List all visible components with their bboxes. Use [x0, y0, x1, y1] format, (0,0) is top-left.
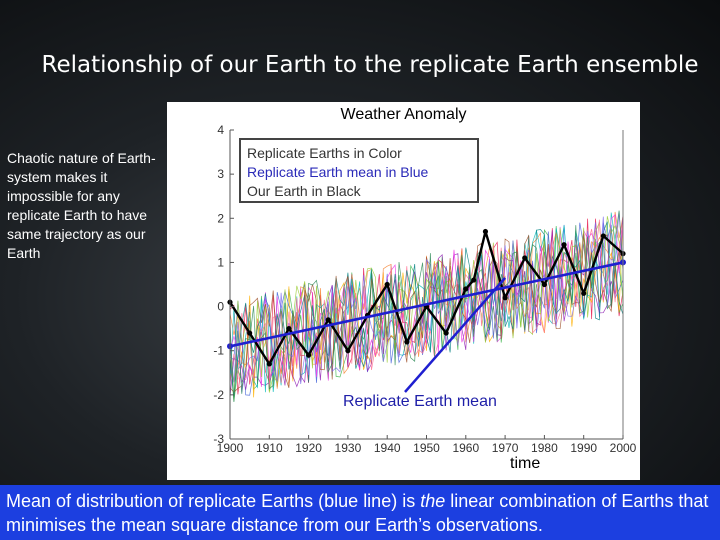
- x-tick-label: 1910: [255, 441, 283, 455]
- footer-caption: [0, 485, 720, 540]
- x-tick-label: 1990: [570, 441, 598, 455]
- legend-entry-mean: Replicate Earth mean in Blue: [247, 164, 429, 180]
- our-earth-point: [385, 282, 390, 287]
- y-tick-label: -1: [213, 343, 224, 358]
- x-tick-label: 1940: [373, 441, 401, 455]
- our-earth-point: [345, 348, 350, 353]
- our-earth-point: [326, 317, 331, 322]
- y-tick-label: -2: [213, 387, 224, 402]
- y-tick-label: -3: [213, 432, 224, 446]
- y-tick-label: 3: [217, 167, 224, 182]
- chart-legend: [239, 138, 479, 203]
- our-earth-point: [404, 339, 409, 344]
- legend-entry-replicates: Replicate Earths in Color: [247, 145, 402, 161]
- our-earth-point: [542, 282, 547, 287]
- x-tick-label: 1970: [491, 441, 519, 455]
- footer-text-start: Mean of distribution of replicate Earths (blue line) is: [6, 491, 421, 511]
- our-earth-point: [471, 277, 476, 282]
- x-axis-label: time: [510, 455, 541, 472]
- our-earth-point: [581, 291, 586, 296]
- x-tick-label: 1980: [531, 441, 558, 455]
- our-earth-point: [267, 361, 272, 366]
- y-tick-label: 0: [217, 299, 224, 314]
- side-note: Chaotic nature of Earth-system makes it impossible for any replicate Earth to have same trajectory as our Earth: [7, 150, 156, 261]
- mean-annotation: Replicate Earth mean: [343, 393, 497, 410]
- legend-entry-our-earth: Our Earth in Black: [247, 183, 361, 199]
- our-earth-point: [247, 330, 252, 335]
- our-earth-point: [522, 255, 527, 260]
- our-earth-point: [483, 229, 488, 234]
- our-earth-point: [503, 295, 508, 300]
- footer-text-emphasis: the: [420, 491, 446, 511]
- x-tick-label: 1930: [334, 441, 362, 455]
- x-tick-label: 1900: [216, 441, 244, 455]
- x-tick-label: 2000: [609, 441, 637, 455]
- x-tick-label: 1920: [295, 441, 322, 455]
- footer-text-end: linear combination of Earths that minimises the mean square distance from our Earth’s observations.: [6, 491, 709, 535]
- y-tick-label: 2: [217, 211, 224, 226]
- our-earth-point: [286, 326, 291, 331]
- slide-title: Relationship of our Earth to the replicate Earth ensemble: [41, 52, 699, 78]
- y-tick-label: 4: [217, 123, 224, 137]
- our-earth-point: [306, 353, 311, 358]
- our-earth-point: [561, 242, 566, 247]
- annotation-pointer: [405, 278, 505, 392]
- chart-panel: [167, 102, 640, 480]
- our-earth-point: [463, 286, 468, 291]
- chart-title: Weather Anomaly: [340, 106, 467, 123]
- our-earth-point: [601, 233, 606, 238]
- our-earth-point: [444, 330, 449, 335]
- y-tick-label: 1: [217, 255, 224, 270]
- x-tick-label: 1950: [413, 441, 440, 455]
- x-tick-label: 1960: [452, 441, 480, 455]
